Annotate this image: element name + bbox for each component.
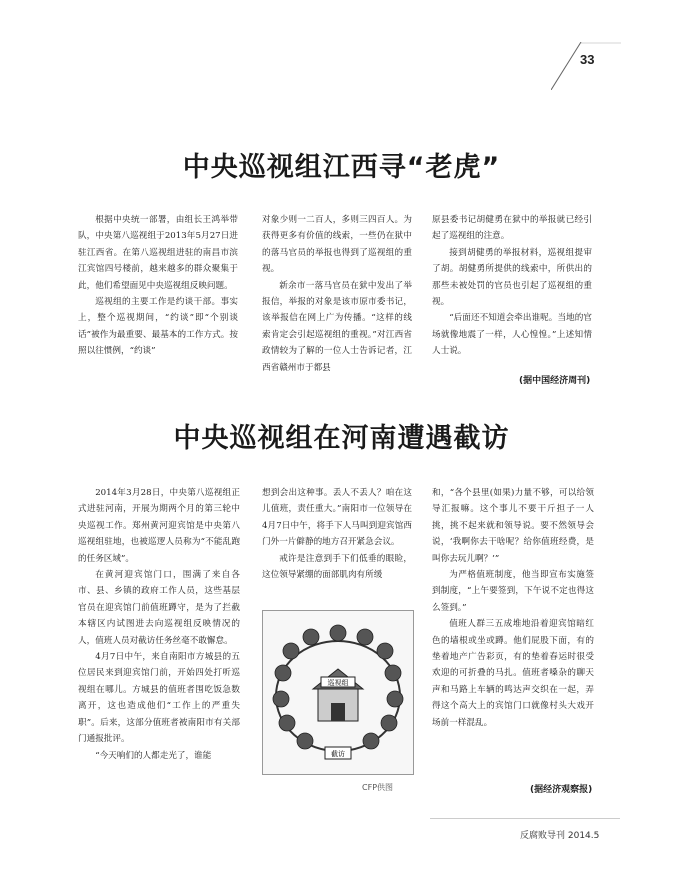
paragraph: 新余市一落马官员在狱中发出了举报信，举报的对象是该市原市委书记，该举报信在网上广为传播。“这样的线索肯定会引起巡视组的重视。”对江西省政情较为了解的一位人士告诉记者，江西省赣州市于都县 [262, 280, 412, 373]
paragraph: 根据中央统一部署，由组长王鸿举带队，中央第八巡视组于2013年5月27日进驻江西省。在第八巡视组进驻的南昌市滨江宾馆四号楼前，越来越多的群众聚集于此，他们希望面见中央巡视组反映问题。 [78, 215, 238, 291]
cartoon-drawing [263, 611, 413, 774]
article2-column-2 [262, 485, 412, 583]
paragraph: “后面还不知道会牵出谁呢。当地的官场就像地震了一样，人心惶惶。”上述知情人士说。 [432, 313, 592, 357]
paragraph: 巡视组的主要工作是约谈干部。事实上，整个巡视期间，“约谈”即“个别谈话”被作为最重要、最基本的工作方式。按照以往惯例，“约谈” [78, 297, 238, 357]
article2-title: 中央巡视组在河南遭遇截访 [173, 423, 510, 454]
paragraph: “今天响们的人都走光了，谁能 [95, 750, 212, 761]
paragraph: 对象少则一二百人，多则三四百人。为获得更多有价值的线索，一些仍在狱中的落马官员的举报也得到了巡视组的重视。 [262, 215, 412, 275]
article1-column-1 [78, 212, 238, 360]
paragraph: 想到会出这种事。丢人不丢人？咱在这儿值班，责任重大。”南阳市一位领导在4月7日中午，将手下人马叫到迎宾馆西门外一片僻静的地方召开紧急会议。 [262, 488, 412, 548]
cartoon-illustration [262, 610, 414, 775]
badge-label: 截访 [331, 750, 345, 758]
paragraph: 为严格值班制度，他当即宣布实施签到制度，“上午要签到，下午说不定也得这么签到。” [432, 570, 594, 613]
paragraph: 值班人群三五成堆地沿着迎宾馆暗红色的墙根或坐或蹲。他们屁股下面，有的垫着地产广告彩页，有的垫着春运时很受欢迎的可折叠的马扎。值班者嗓杂的聊天声和马路上车辆的鸣达声交织在一起，弄得这个高大上的宾馆门口就像村头大戏开场前一样混乱。 [432, 619, 594, 728]
footer-journal: 反腐败导刊 2014.5 [520, 831, 600, 841]
footer-rule [430, 818, 620, 819]
article2-column-3 [432, 485, 594, 731]
house-sign: 巡视组 [327, 679, 349, 687]
paragraph: 原县委书记胡健勇在狱中的举报就已经引起了巡视组的注意。 [432, 215, 592, 242]
article2-column-1 [78, 485, 240, 764]
paragraph: 戒许是注意到手下们低垂的眼睑，这位领导紧绷的面部肌肉有所缓 [262, 553, 412, 581]
paragraph: 4月7日中午，来自南阳市方城县的五位居民来到迎宾馆门前，开始四处打听巡视组在哪儿。方城县的值班者围吃饭急数离开，这也造成他们“工作上的严重失职”。后来，这部分值班者被南阳市有关部门通报批评。 [78, 652, 240, 745]
article1-source: (据中国经济周刊) [519, 376, 591, 386]
image-caption: CFP供图 [362, 783, 394, 792]
paragraph: 在黄河迎宾馆门口，围满了来自各市、县、乡镇的政府工作人员，这些基层官员在迎宾馆门前值班蹲守，是为了拦截本辖区内试图进去向巡视组反映情况的人，值班人员对截访任务丝毫不敢懈怠。 [78, 570, 240, 646]
article1-column-2 [262, 212, 412, 376]
corner-slash-decoration [551, 42, 621, 90]
article1-column-3 [432, 212, 592, 360]
page-number: 33 [580, 52, 595, 67]
paragraph: 2014年3月28日，中央第八巡视组正式进驻河南，开展为期两个月的第三轮中央巡视工作。郑州黄河迎宾馆是中央第八巡视组驻地，也被巡逻人员称为“不能乱跑的任务区域”。 [78, 488, 240, 564]
paragraph: 接到胡健勇的举报材料，巡视组提审了胡。胡健勇所提供的线索中，所供出的那些未被处罚的官员也引起了巡视组的重视。 [432, 247, 592, 308]
paragraph: 和，“各个县里(如果)力量不够，可以给领导汇报嘛。这个事儿不要干斤担子一人挑，挑不起来就和领导说。要不然领导会说，‘我啊你去干啥呢？给你值班经费，是叫你去玩儿啊？’” [432, 488, 594, 564]
article2-source: (据经济观察报) [530, 785, 593, 795]
article1-title: 中央巡视组江西寻“老虎” [182, 152, 501, 183]
